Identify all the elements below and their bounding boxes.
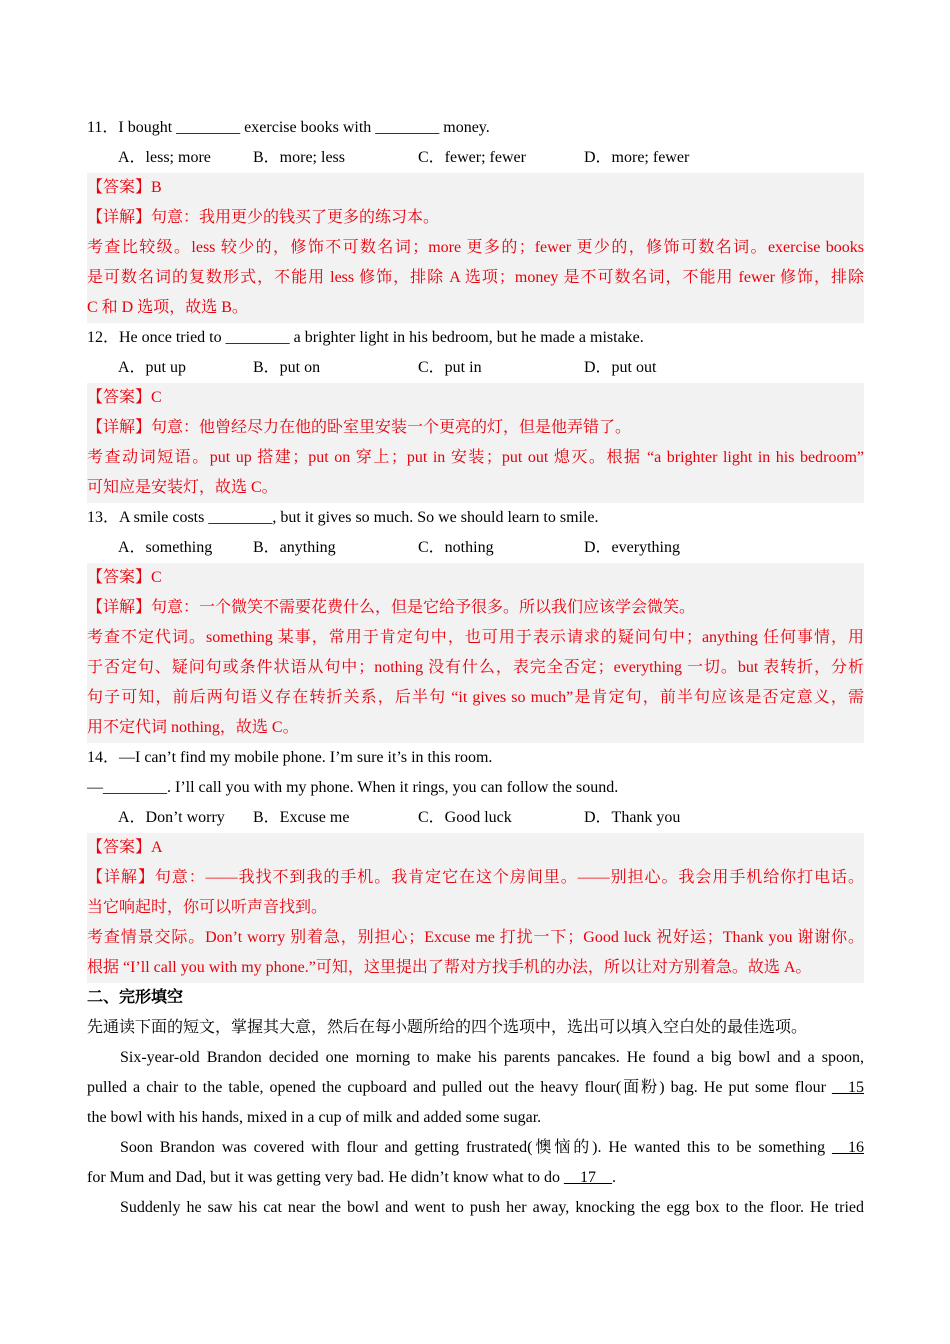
- analysis-line: 于否定句、疑问句或条件状语从句中；nothing 没有什么，表完全否定；everything 一切。but 表转折，分析: [87, 659, 864, 676]
- passage-text: pulled a chair to the table, opened the cupboard and pulled out the heavy flour(面粉) bag. He put some flour: [87, 1079, 832, 1096]
- option-b: B．put on: [253, 359, 321, 376]
- answer-line: 【答案】B: [87, 179, 162, 196]
- analysis-line: 考查比较级。less 较少的，修饰不可数名词；more 更多的；fewer 更少的，修饰可数名词。exercise books: [87, 239, 864, 256]
- detail-line: 当它响起时，你可以听声音找到。: [87, 899, 328, 916]
- option-a: A．Don’t worry: [118, 809, 225, 826]
- detail-line: 【详解】句意：一个微笑不需要花费什么，但是它给予很多。所以我们应该学会微笑。: [87, 599, 696, 616]
- analysis-line: 考查情景交际。Don’t worry 别着急，别担心；Excuse me 打扰一下；Good luck 祝好运；Thank you 谢谢你。: [87, 929, 864, 946]
- analysis-line: 考查不定代词。something 某事，常用于肯定句中，也可用于表示请求的疑问句中；anything 任何事情，用: [87, 629, 864, 646]
- option-b: B．anything: [253, 539, 336, 556]
- analysis-line: 句子可知，前后两句语义存在转折关系，后半句 “it gives so much”是肯定句，前半句应该是否定意义，需: [87, 689, 864, 706]
- option-c: C．Good luck: [418, 809, 512, 826]
- analysis-line: 是可数名词的复数形式，不能用 less 修饰，排除 A 选项；money 是不可数名词，不能用 fewer 修饰，排除: [87, 269, 864, 286]
- blank-16: __16: [832, 1139, 864, 1156]
- section-title: 二、完形填空: [87, 989, 184, 1006]
- passage-line: the bowl with his hands, mixed in a cup of milk and added some sugar.: [87, 1109, 542, 1126]
- option-d: D．more; fewer: [584, 149, 690, 166]
- detail-line: 【详解】句意：他曾经尽力在他的卧室里安装一个更亮的灯，但是他弄错了。: [87, 419, 632, 436]
- question-14-stem: —________. I’ll call you with my phone. When it rings, you can follow the sound.: [87, 779, 619, 796]
- answer-line: 【答案】A: [87, 839, 163, 856]
- passage-line: [87, 1133, 864, 1163]
- question-13-stem: 13．A smile costs ________, but it gives so much. So we should learn to smile.: [87, 509, 599, 526]
- option-b: B．more; less: [253, 149, 345, 166]
- option-a: A．put up: [118, 359, 187, 376]
- passage-line: Suddenly he saw his cat near the bowl and went to push her away, knocking the egg box to the floor. He tried: [120, 1199, 864, 1216]
- passage-text: for Mum and Dad, but it was getting very bad. He didn’t know what to do: [87, 1169, 564, 1186]
- question-11-answer-box: [87, 173, 864, 323]
- detail-line: 【详解】句意：我用更少的钱买了更多的练习本。: [87, 209, 440, 226]
- question-14-options: [87, 803, 864, 833]
- option-d: D．everything: [584, 539, 680, 556]
- question-11-stem: 11．I bought ________ exercise books with ________ money.: [87, 119, 490, 136]
- analysis-line: 可知应是安装灯，故选 C。: [87, 479, 278, 496]
- question-14-answer-box: [87, 833, 864, 983]
- passage-line: [87, 1163, 864, 1193]
- question-12-stem: 12．He once tried to ________ a brighter light in his bedroom, but he made a mistake.: [87, 329, 644, 346]
- question-12-answer-box: [87, 383, 864, 503]
- question-11-options: [87, 143, 864, 173]
- option-d: D．put out: [584, 359, 657, 376]
- detail-line: 【详解】句意：——我找不到我的手机。我肯定它在这个房间里。——别担心。我会用手机给你打电话。: [87, 869, 864, 886]
- question-14-stem: 14．—I can’t find my mobile phone. I’m sure it’s in this room.: [87, 749, 493, 766]
- analysis-line: 用不定代词 nothing，故选 C。: [87, 719, 299, 736]
- analysis-line: 根据 “I’ll call you with my phone.”可知，这里提出了帮对方找手机的办法，所以让对方别着急。故选 A。: [87, 959, 812, 976]
- option-a: A．less; more: [118, 149, 211, 166]
- passage-line: [87, 1073, 864, 1103]
- document-content: [87, 113, 864, 1223]
- question-12-options: [87, 353, 864, 383]
- blank-15: __15: [831, 1079, 864, 1096]
- option-c: C．nothing: [418, 539, 494, 556]
- analysis-line: 考查动词短语。put up 搭建；put on 穿上；put in 安装；put out 熄灭。根据 “a brighter light in his bedroom”: [87, 449, 864, 466]
- answer-line: 【答案】C: [87, 569, 162, 586]
- blank-17: __17__: [563, 1169, 612, 1186]
- option-c: C．put in: [418, 359, 482, 376]
- passage-text: Soon Brandon was covered with flour and getting frustrated(懊恼的). He wanted this to be something: [120, 1139, 832, 1156]
- passage-line: Six-year-old Brandon decided one morning to make his parents pancakes. He found a big bowl and a spoon,: [120, 1049, 864, 1066]
- section-instruction: 先通读下面的短文，掌握其大意，然后在每小题所给的四个选项中，选出可以填入空白处的最佳选项。: [87, 1019, 808, 1036]
- question-13-options: [87, 533, 864, 563]
- option-d: D．Thank you: [584, 809, 681, 826]
- passage-text: .: [611, 1169, 616, 1186]
- option-a: A．something: [118, 539, 213, 556]
- question-13-answer-box: [87, 563, 864, 743]
- option-c: C．fewer; fewer: [418, 149, 526, 166]
- option-b: B．Excuse me: [253, 809, 350, 826]
- answer-line: 【答案】C: [87, 389, 162, 406]
- analysis-line: C 和 D 选项，故选 B。: [87, 299, 248, 316]
